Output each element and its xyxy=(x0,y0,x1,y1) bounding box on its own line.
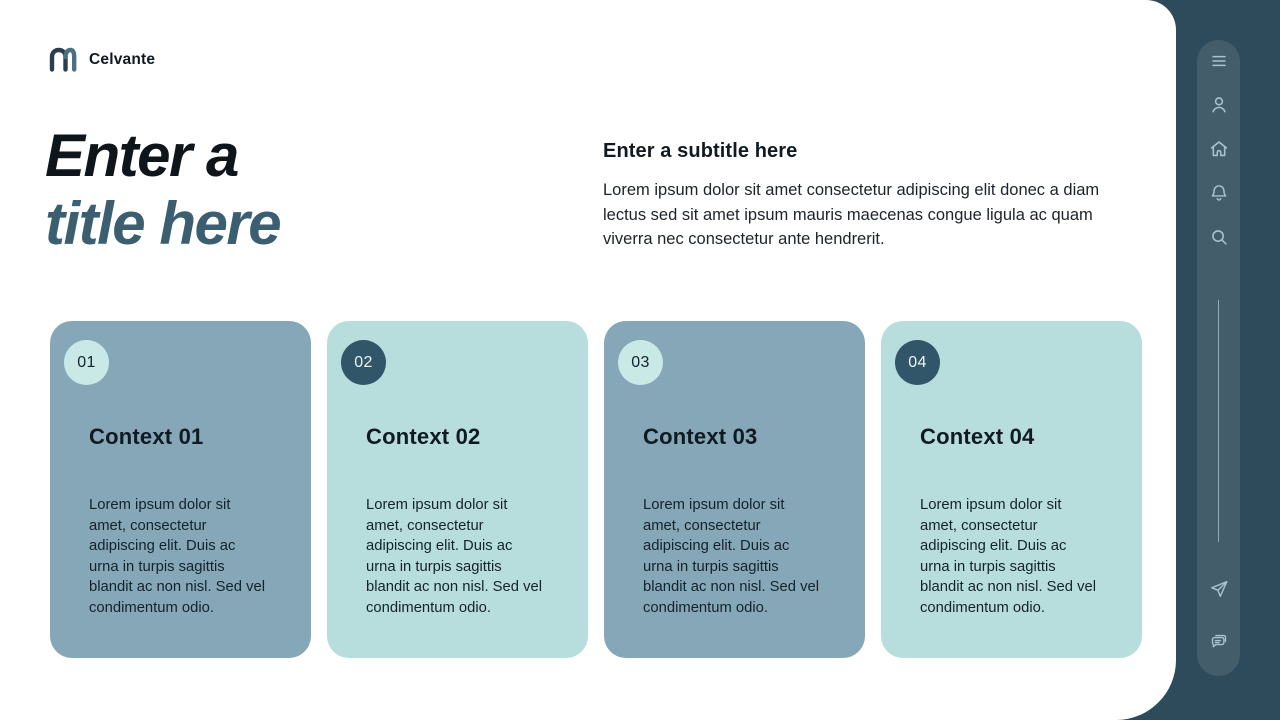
card-number-badge: 03 xyxy=(618,340,663,385)
title-line-2: title here xyxy=(45,190,281,257)
bell-icon[interactable] xyxy=(1208,182,1230,204)
chat-icon[interactable] xyxy=(1208,630,1230,652)
user-icon[interactable] xyxy=(1208,94,1230,116)
card-number-badge: 01 xyxy=(64,340,109,385)
subtitle-heading: Enter a subtitle here xyxy=(603,140,798,162)
card-body: Lorem ipsum dolor sit amet, consectetur adipiscing elit. Duis ac urna in turpis sagittis blandit ac non nisl. Sed vel condimentum odio. xyxy=(366,497,543,616)
side-rail xyxy=(1197,40,1240,676)
send-icon[interactable] xyxy=(1208,578,1230,600)
subtitle-body: Lorem ipsum dolor sit amet consectetur adipiscing elit donec a diam lectus sed sit amet ipsum mauris maecenas congue ligula ac quam viverra nec consectetur ante hendrerit. xyxy=(603,181,1100,248)
subtitle-block xyxy=(603,140,1115,252)
brand-mark-icon xyxy=(48,46,78,73)
search-icon[interactable] xyxy=(1208,226,1230,248)
context-card-02 xyxy=(327,321,588,658)
context-card-01 xyxy=(50,321,311,658)
card-body: Lorem ipsum dolor sit amet, consectetur adipiscing elit. Duis ac urna in turpis sagittis blandit ac non nisl. Sed vel condimentum odio. xyxy=(920,497,1097,616)
card-title: Context 02 xyxy=(366,424,481,449)
title-line-1: Enter a xyxy=(45,122,238,189)
cards-row xyxy=(50,321,1142,658)
card-title: Context 04 xyxy=(920,424,1035,449)
rail-scroll-indicator xyxy=(1218,300,1220,542)
brand-logo xyxy=(48,46,155,73)
menu-icon[interactable] xyxy=(1208,50,1230,72)
home-icon[interactable] xyxy=(1208,138,1230,160)
context-card-04 xyxy=(881,321,1142,658)
context-card-03 xyxy=(604,321,865,658)
card-title: Context 01 xyxy=(89,424,204,449)
card-body: Lorem ipsum dolor sit amet, consectetur adipiscing elit. Duis ac urna in turpis sagittis blandit ac non nisl. Sed vel condimentum odio. xyxy=(643,497,820,616)
page-title xyxy=(45,122,280,258)
card-number-badge: 04 xyxy=(895,340,940,385)
card-title: Context 03 xyxy=(643,424,758,449)
card-body: Lorem ipsum dolor sit amet, consectetur adipiscing elit. Duis ac urna in turpis sagittis blandit ac non nisl. Sed vel condimentum odio. xyxy=(89,497,266,616)
brand-name: Celvante xyxy=(89,50,156,68)
card-number-badge: 02 xyxy=(341,340,386,385)
